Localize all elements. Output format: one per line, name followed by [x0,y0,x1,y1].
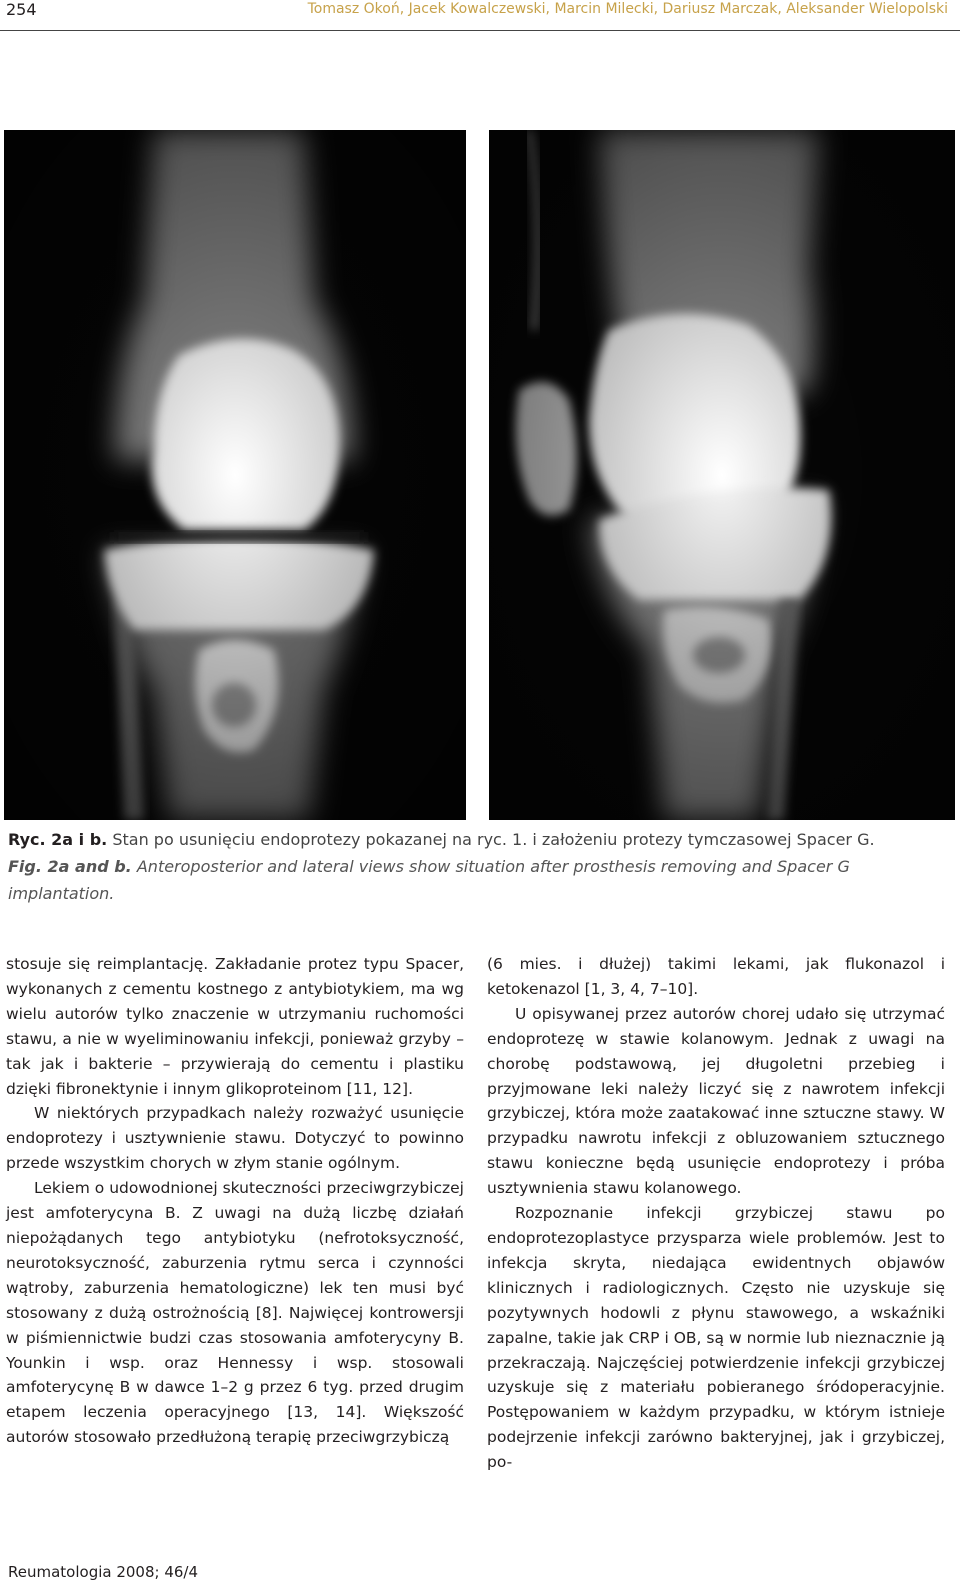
body-paragraph: U opisywanej przez autorów chorej udało się utrzymać endoprotezę w stawie kolanowym. Jednak z uwagi na chorobę podstawową, jej długoletni przebieg i przyjmowane leki należy liczyć się z nawrotem infekcji grzybiczej, która może zaatakować inne sztuczne stawy. W przypadku nawrotu infekcji z obluzowaniem sztucznego stawu konieczne będą usunięcie endoprotezy i próba usztywnienia stawu kolanowego. [487,1004,945,1198]
body-column-left [6,952,464,1450]
figure-caption [8,826,953,907]
body-paragraph: W niektórych przypadkach należy rozważyć usunięcie endoprotezy i usztywnienie stawu. Dotyczyć to powinno przede wszystkim chorych w złym stanie ogólnym. [6,1104,464,1173]
body-paragraph: Rozpoznanie infekcji grzybiczej stawu po endoprotezoplastyce przysparza wiele problemów. Jest to infekcja skryta, niedająca ewidentnych objawów klinicznych i radiologicznych. Często nie uzyskuje się pozytywnych hodowli z płynu stawowego, a wskaźniki zapalne, takie jak CRP i OB, są w normie lub nieznacznie ją przekraczają. Najczęściej potwierdzenie infekcji grzybiczej uzyskuje się z materiału pobieranego śródoperacyjnie. Postępowaniem w każdym przypadku, w którym istnieje podejrzenie infekcji zarówno bakteryjnej, jak i grzybiczej, po- [487,1204,945,1472]
journal-footer: Reumatologia 2008; 46/4 [8,1563,199,1581]
body-column-right [487,952,945,1475]
running-header [0,0,960,31]
caption-en-label: Fig. 2a and b. [8,857,132,876]
xray-figure-a [4,130,466,820]
xray-figure-b [489,130,955,820]
caption-en-text: Anteroposterior and lateral views show situation after prosthesis removing and Spacer G implantation. [8,857,850,903]
running-header-authors: Tomasz Okoń, Jacek Kowalczewski, Marcin Milecki, Dariusz Marczak, Aleksander Wielopolski [307,1,948,17]
body-paragraph: (6 mies. i dłużej) takimi lekami, jak flukonazol i ketokenazol [1, 3, 4, 7–10]. [487,955,945,998]
caption-pl-text: Stan po usunięciu endoprotezy pokazanej na ryc. 1. i założeniu protezy tymczasowej Spacer G. [107,830,875,849]
body-paragraph: Lekiem o udowodnionej skuteczności przeciwgrzybiczej jest amfoterycyna B. Z uwagi na dużą liczbę działań niepożądanych tego antybiotyku (nefrotoksyczność, neurotoksyczność, zaburzenia rytmu serca i czynności wątroby, zaburzenia hematologiczne) lek ten musi być stosowany z dużą ostrożnością [8]. Najwięcej kontrowersji w piśmiennictwie budzi czas stosowania amfoterycyny B. Younkin i wsp. oraz Hennessy i wsp. stosowali amfoterycynę B w dawce 1–2 g przez 6 tyg. przed drugim etapem leczenia operacyjnego [13, 14]. Większość autorów stosowało przedłużoną terapię przeciwgrzybiczą [6,1179,464,1447]
body-paragraph: stosuje się reimplantację. Zakładanie protez typu Spacer, wykonanych z cementu kostnego z antybiotykiem, ma wg wielu autorów tylko znaczenie w utrzymaniu ruchomości stawu, a nie w wyeliminowaniu infekcji, ponieważ grzyby – tak jak i bakterie – przywierają do cementu i plastiku dzięki fibronektynie i innym glikoproteinom [11, 12]. [6,955,464,1098]
page-number: 254 [6,0,37,19]
caption-pl-label: Ryc. 2a i b. [8,830,108,849]
xray-ap-image [4,130,466,820]
xray-lateral-image [489,130,955,820]
